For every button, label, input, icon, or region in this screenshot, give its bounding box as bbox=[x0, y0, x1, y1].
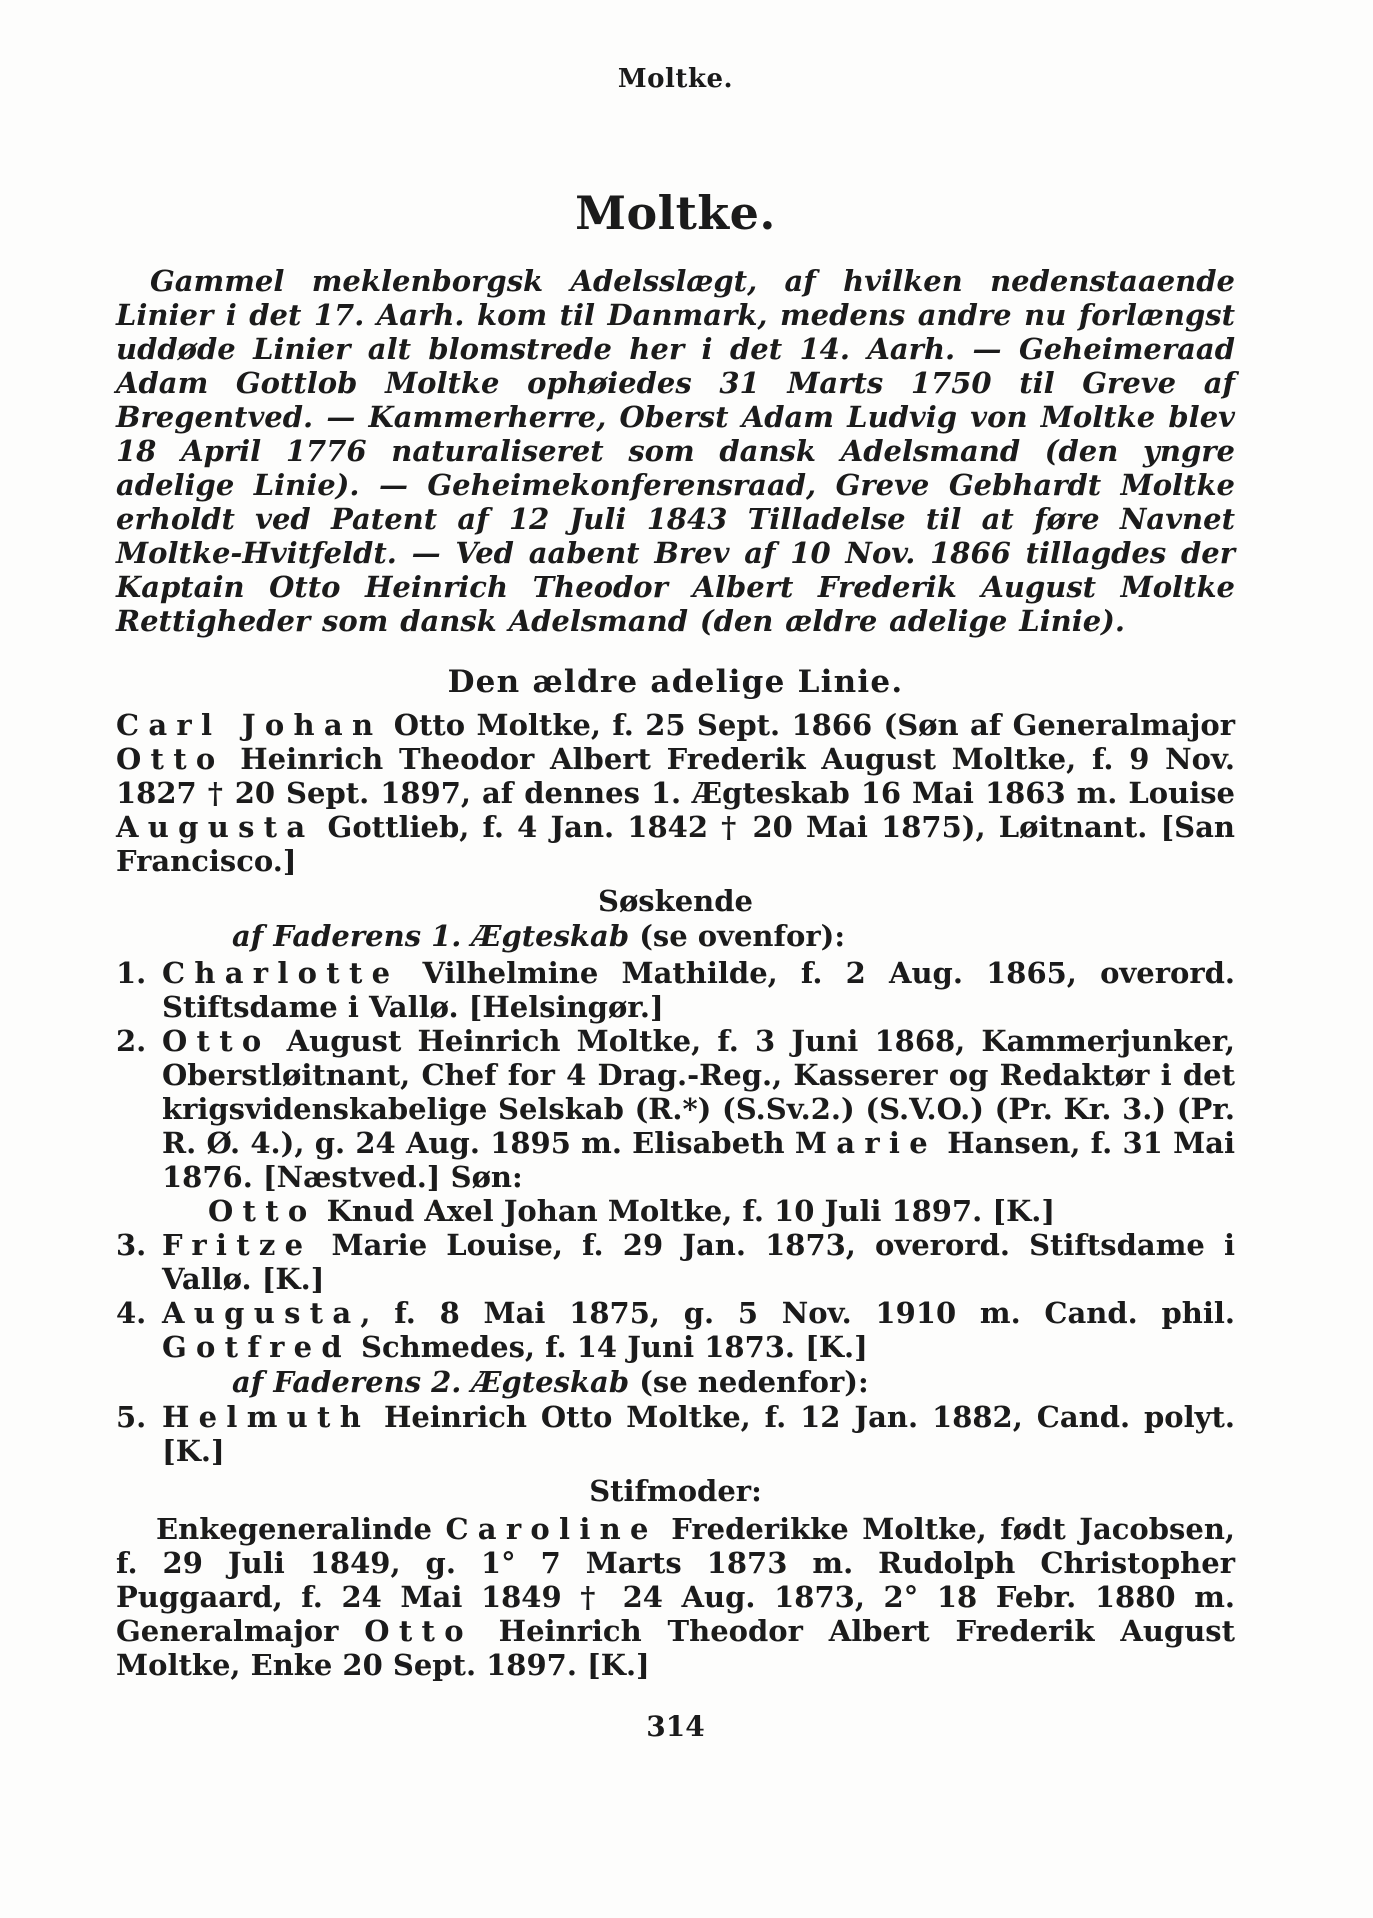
stepmother-heading: Stifmoder: bbox=[589, 1474, 762, 1508]
sibling-item-4 bbox=[116, 1296, 1235, 1364]
sibling-item-5 bbox=[116, 1400, 1235, 1468]
spaced-name: Helmuth bbox=[162, 1400, 371, 1434]
item-text bbox=[162, 1400, 1235, 1468]
text-segment: af Faderens 1. Ægteskab bbox=[232, 919, 630, 953]
spaced-name: Augusta bbox=[116, 810, 315, 844]
head-of-line-paragraph bbox=[116, 708, 1235, 878]
text-segment: Otto Moltke, f. 25 Sept. 1866 (Søn af Generalmajor bbox=[382, 708, 1236, 742]
first-marriage-subheading bbox=[116, 918, 1235, 954]
text-segment: Knud Axel Johan Moltke, f. 10 Juli 1897. [K.] bbox=[316, 1194, 1056, 1228]
family-name-title: Moltke. bbox=[575, 186, 776, 240]
spaced-name: Gotfred bbox=[162, 1330, 351, 1364]
text-segment: , f. 8 Mai 1875, g. 5 Nov. 1910 m. Cand. phil. bbox=[360, 1296, 1235, 1330]
item-number: 2. bbox=[116, 1024, 147, 1058]
text-segment: August Heinrich Moltke, f. 3 Juni 1868, Kammerjunker, Oberstløitnant, Chef for 4 Drag.-Reg., Kasserer og Redaktør i det krigsvidenskabelige Selskab (R.*) (S.Sv.2.) (S.V.O.) (Pr. Kr. 3.) (Pr. R. Ø. 4.), g. 24 Aug. 1895 m. Elisabeth bbox=[162, 1024, 1235, 1160]
sibling-item-2 bbox=[116, 1024, 1235, 1228]
text-segment: Heinrich Theodor Albert Frederik August Moltke, Enke 20 Sept. 1897. [K.] bbox=[116, 1614, 1235, 1682]
spaced-name: Caroline bbox=[445, 1512, 658, 1546]
spaced-name: Carl Johan bbox=[116, 708, 383, 742]
second-marriage-subheading bbox=[116, 1364, 1235, 1400]
text-segment: Schmedes, f. 14 Juni 1873. [K.] bbox=[350, 1330, 868, 1364]
item-text bbox=[162, 1296, 1235, 1364]
spaced-name: Marie bbox=[794, 1126, 937, 1160]
spaced-name: Charlotte bbox=[162, 956, 400, 990]
text-segment: Vilhelmine Mathilde, f. 2 Aug. 1865, overord. Stiftsdame i Vallø. [Helsingør.] bbox=[162, 956, 1235, 1024]
siblings-list bbox=[116, 956, 1235, 1468]
item-number: 1. bbox=[116, 956, 147, 990]
spaced-name: Otto bbox=[364, 1614, 473, 1648]
text-segment: Hansen, f. 31 Mai 1876. [Næstved.] Søn: bbox=[162, 1126, 1235, 1194]
siblings-heading: Søskende bbox=[598, 884, 753, 918]
sibling-item-1 bbox=[116, 956, 1235, 1024]
spaced-name: Fritze bbox=[162, 1228, 313, 1262]
page-number: 314 bbox=[646, 1710, 705, 1743]
text-segment: Frederikke Moltke, født Jacobsen, f. 29 Juli 1849, g. 1° 7 Marts 1873 m. Rudolph Christopher Puggaard, f. 24 Mai 1849 † 24 Aug. 1873, 2° 18 Febr. 1880 m. Generalmajor bbox=[116, 1512, 1236, 1648]
text-segment: (se nedenfor): bbox=[629, 1365, 869, 1399]
stepmother-paragraph bbox=[116, 1512, 1235, 1682]
spaced-name: Otto bbox=[116, 742, 225, 776]
text-segment: Heinrich Theodor Albert Frederik August Moltke, f. 9 Nov. 1827 † 20 Sept. 1897, af dennes 1. Ægteskab 16 Mai 1863 m. Louise bbox=[116, 742, 1235, 810]
item-text bbox=[162, 956, 1235, 1024]
text-segment: Gottlieb, f. 4 Jan. 1842 † 20 Mai 1875), Løitnant. [San Francisco.] bbox=[116, 810, 1235, 878]
spaced-name: Augusta bbox=[162, 1296, 361, 1330]
son-line bbox=[162, 1194, 1235, 1228]
spaced-name: Otto bbox=[162, 1024, 271, 1058]
item-number: 5. bbox=[116, 1400, 147, 1434]
item-text bbox=[162, 1228, 1235, 1296]
spaced-name: Otto bbox=[208, 1194, 317, 1228]
family-intro-paragraph: Gammel meklenborgsk Adelsslægt, af hvilken nedenstaaende Linier i det 17. Aarh. kom til Danmark, medens andre nu forlængst uddøde Linier alt blomstrede her i det 14. Aarh. — Geheimeraad Adam Gottlob Moltke ophøiedes 31 Marts 1750 til Greve af Bregentved. — Kammerherre, Oberst Adam Ludvig von Moltke blev 18 April 1776 naturaliseret som dansk Adelsmand (den yngre adelige Linie). — Geheimekonferensraad, Greve Gebhardt Moltke erholdt ved Patent af 12 Juli 1843 Tilladelse til at føre Navnet Moltke-Hvitfeldt. — Ved aabent Brev af 10 Nov. 1866 tillagdes der Kaptain Otto Heinrich Theodor Albert Frederik August Moltke Rettigheder som dansk Adelsmand (den ældre adelige Linie). bbox=[116, 264, 1235, 638]
section-heading: Den ældre adelige Linie. bbox=[447, 664, 904, 700]
item-text bbox=[162, 1024, 1235, 1194]
item-number: 4. bbox=[116, 1296, 147, 1330]
running-header: Moltke. bbox=[617, 64, 734, 94]
text-segment: Enkegeneralinde bbox=[156, 1512, 446, 1546]
sibling-item-3 bbox=[116, 1228, 1235, 1296]
text-segment: (se ovenfor): bbox=[629, 919, 846, 953]
text-segment: Marie Louise, f. 29 Jan. 1873, overord. Stiftsdame i Vallø. [K.] bbox=[162, 1228, 1235, 1296]
text-segment: af Faderens 2. Ægteskab bbox=[232, 1365, 630, 1399]
text-segment: Heinrich Otto Moltke, f. 12 Jan. 1882, Cand. polyt. [K.] bbox=[162, 1400, 1235, 1468]
item-number: 3. bbox=[116, 1228, 147, 1262]
